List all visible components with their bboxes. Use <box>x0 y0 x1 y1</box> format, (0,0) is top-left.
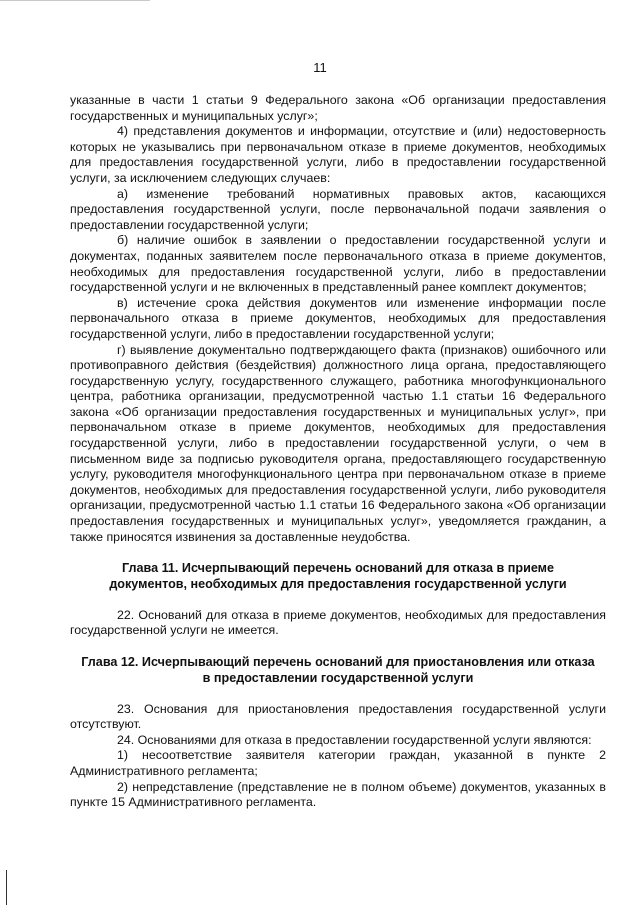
chapter-12-line-2: в предоставлении государственной услуги <box>202 670 474 685</box>
page-number: 11 <box>313 60 327 75</box>
paragraph-subitem-b: б) наличие ошибок в заявлении о предоставлении государственной услуги и документах, поданных заявителем после первоначального отказа в приеме документов, необходимых для предоставления государственной услуги, либо в предоставлении государственной услуги и не включенных в представленный ранее комплект документов; <box>70 233 606 295</box>
paragraph-subitem-g: г) выявление документально подтверждающего факта (признаков) ошибочного или противоправного действия (бездействия) должностного лица органа, предоставляющего государственную услугу, государственного служащего, работника многофункционального центра, работника организации, предусмотренной частью 1.1 статьи 16 Федерального закона «Об организации предоставления государственных и муниципальных услуг», при первоначальном отказе в приеме документов, необходимых для предоставления государственной услуги, либо в предоставлении государственной услуги, о чем в письменном виде за подписью руководителя органа, предоставляющего государственную услугу, руководителя многофункционального центра при первоначальном отказе в приеме документов, необходимых для предоставления государственной услуги, либо руководителя организации, предусмотренной частью 1.1 статьи 16 Федерального закона «Об организации предоставления государственных и муниципальных услуг», уведомляется гражданин, а также приносятся извинения за доставленные неудобства. <box>70 342 606 544</box>
chapter-12-heading <box>70 655 606 687</box>
paragraph-continuation: указанные в части 1 статьи 9 Федерального закона «Об организации предоставления государственных и муниципальных услуг»; <box>70 93 606 123</box>
paragraph-22: 22. Оснований для отказа в приеме документов, необходимых для предоставления государственной услуги не имеется. <box>70 607 606 638</box>
paragraph-subitem-v: в) истечение срока действия документов или изменение информации после первоначального отказа в приеме документов, необходимых для предоставления государственной услуги, либо в предоставлении государственной услуги; <box>70 295 606 341</box>
paragraph-24-item-2: 2) непредставление (представление не в полном объеме) документов, указанных в пункте 15 Административного регламента. <box>70 779 606 810</box>
chapter-11-heading <box>70 561 606 593</box>
scan-edge-left <box>6 870 7 905</box>
paragraph-24-item-1: 1) несоответствие заявителя категории граждан, указанной в пункте 2 Административного регламента; <box>70 748 606 778</box>
chapter-11-line-1: Глава 11. Исчерпывающий перечень оснований для отказа в приеме <box>122 561 554 576</box>
paragraph-subitem-a: а) изменение требований нормативных правовых актов, касающихся предоставления государственной услуги, после первоначальной подачи заявления о предоставлении государственной услуги; <box>70 186 606 232</box>
paragraph-24: 24. Основаниями для отказа в предоставлении государственной услуги являются: <box>117 732 592 747</box>
paragraph-item-4: 4) представления документов и информации, отсутствие и (или) недостоверность которых не указывались при первоначальном отказе в приеме документов, необходимых для предоставления государственной услуги, либо в предоставлении государственной услуги, за исключением следующих случаев: <box>70 124 606 185</box>
spacer <box>70 687 606 702</box>
chapter-12-line-1: Глава 12. Исчерпывающий перечень оснований для приостановления или отказа <box>81 655 595 669</box>
spacer <box>70 545 606 561</box>
spacer <box>70 593 606 608</box>
spacer <box>70 639 606 655</box>
paragraph-23: 23. Основания для приостановления предоставления государственной услуги отсутствуют. <box>70 701 606 732</box>
document-body <box>70 93 606 811</box>
chapter-11-line-2: документов, необходимых для предоставления государственной услуги <box>109 577 567 592</box>
scan-edge-top <box>0 0 150 4</box>
